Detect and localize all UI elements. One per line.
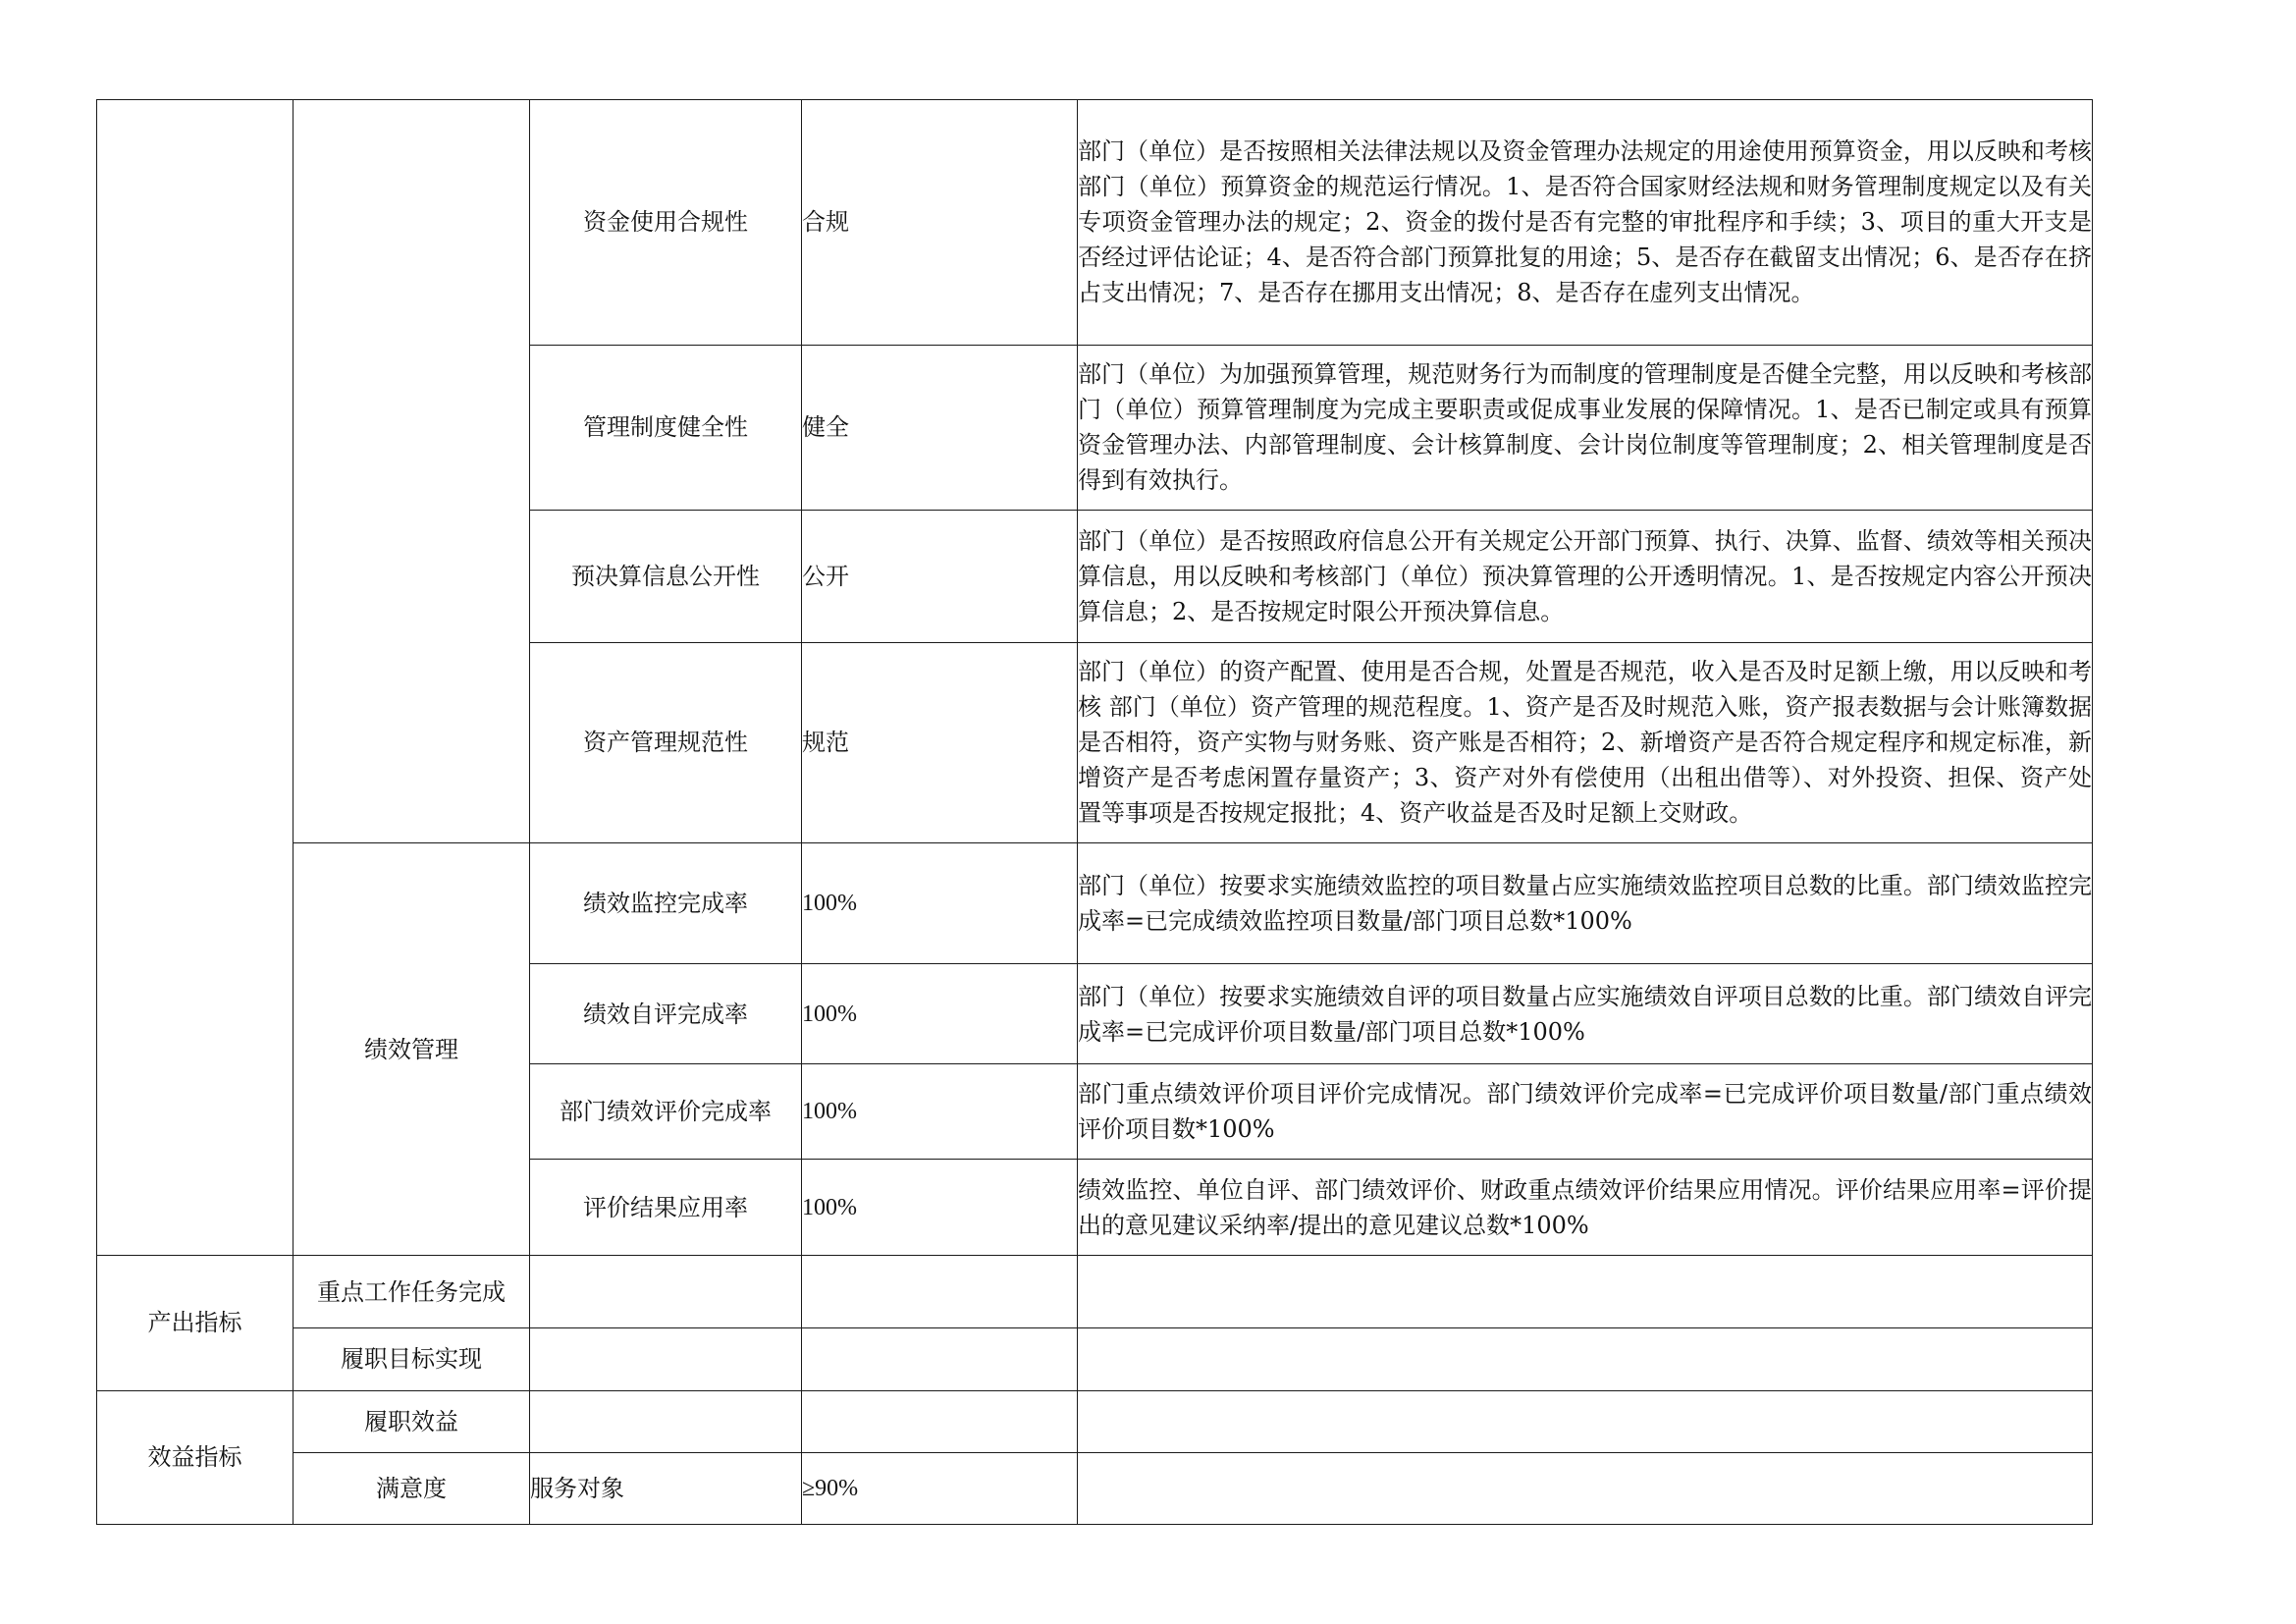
indicator-standard-cell: 合规	[802, 100, 1078, 346]
table-row	[97, 1328, 2093, 1390]
indicator-name-cell: 管理制度健全性	[530, 345, 802, 510]
indicator-name-cell: 评价结果应用率	[530, 1159, 802, 1255]
indicator-name-cell: 部门绩效评价完成率	[530, 1063, 802, 1159]
table-row	[97, 1256, 2093, 1328]
indicator-sheet	[96, 99, 2092, 1525]
indicator-name-cell: 服务对象	[530, 1452, 802, 1524]
indicator-standard-cell	[802, 1328, 1078, 1390]
indicator-description-cell	[1078, 1390, 2093, 1452]
indicator-standard-cell: 100%	[802, 1063, 1078, 1159]
indicator-standard-cell: 100%	[802, 1159, 1078, 1255]
indicator-description-cell: 部门（单位）按要求实施绩效监控的项目数量占应实施绩效监控项目总数的比重。部门绩效监控完成率=已完成绩效监控项目数量/部门项目总数*100%	[1078, 843, 2093, 964]
indicator-description-cell	[1078, 1452, 2093, 1524]
table-row	[97, 1390, 2093, 1452]
indicator-standard-cell: 100%	[802, 964, 1078, 1063]
indicator-standard-cell: 100%	[802, 843, 1078, 964]
indicator-description-cell: 部门（单位）为加强预算管理，规范财务行为而制度的管理制度是否健全完整，用以反映和考核部门（单位）预算管理制度为完成主要职责或促成事业发展的保障情况。1、是否已制定或具有预算资金管理办法、内部管理制度、会计核算制度、会计岗位制度等管理制度；2、相关管理制度是否得到有效执行。	[1078, 345, 2093, 510]
indicator-description-cell: 绩效监控、单位自评、部门绩效评价、财政重点绩效评价结果应用情况。评价结果应用率=评价提出的意见建议采纳率/提出的意见建议总数*100%	[1078, 1159, 2093, 1255]
indicator-description-cell: 部门重点绩效评价项目评价完成情况。部门绩效评价完成率=已完成评价项目数量/部门重点绩效评价项目数*100%	[1078, 1063, 2093, 1159]
indicator-standard-cell: 健全	[802, 345, 1078, 510]
indicator-description-cell: 部门（单位）是否按照政府信息公开有关规定公开部门预算、执行、决算、监督、绩效等相关预决算信息，用以反映和考核部门（单位）预决算管理的公开透明情况。1、是否按规定内容公开预决算信息；2、是否按规定时限公开预决算信息。	[1078, 511, 2093, 642]
indicator-name-cell: 绩效监控完成率	[530, 843, 802, 964]
level2-category-cell: 履职效益	[294, 1390, 530, 1452]
table-row	[97, 1452, 2093, 1524]
indicator-name-cell: 绩效自评完成率	[530, 964, 802, 1063]
level1-category-cell: 产出指标	[97, 1256, 294, 1390]
indicator-description-cell: 部门（单位）是否按照相关法律法规以及资金管理办法规定的用途使用预算资金，用以反映和考核部门（单位）预算资金的规范运行情况。1、是否符合国家财经法规和财务管理制度规定以及有关专项资金管理办法的规定；2、资金的拨付是否有完整的审批程序和手续；3、项目的重大开支是否经过评估论证；4、是否符合部门预算批复的用途；5、是否存在截留支出情况；6、是否存在挤占支出情况；7、是否存在挪用支出情况；8、是否存在虚列支出情况。	[1078, 100, 2093, 346]
level2-category-cell: 绩效管理	[294, 843, 530, 1256]
indicator-standard-cell	[802, 1390, 1078, 1452]
performance-indicator-table	[96, 99, 2093, 1525]
level2-category-cell: 满意度	[294, 1452, 530, 1524]
indicator-description-cell: 部门（单位）的资产配置、使用是否合规，处置是否规范，收入是否及时足额上缴，用以反映和考核 部门（单位）资产管理的规范程度。1、资产是否及时规范入账，资产报表数据与会计账簿数据是否相符，资产实物与财务账、资产账是否相符；2、新增资产是否符合规定程序和规定标准，新增资产是否考虑闲置存量资产；3、资产对外有偿使用（出租出借等）、对外投资、担保、资产处置等事项是否按规定报批；4、资产收益是否及时足额上交财政。	[1078, 642, 2093, 843]
table-row	[97, 843, 2093, 964]
indicator-description-cell: 部门（单位）按要求实施绩效自评的项目数量占应实施绩效自评项目总数的比重。部门绩效自评完成率=已完成评价项目数量/部门项目总数*100%	[1078, 964, 2093, 1063]
indicator-name-cell	[530, 1390, 802, 1452]
indicator-description-cell	[1078, 1328, 2093, 1390]
indicator-standard-cell: 公开	[802, 511, 1078, 642]
indicator-name-cell	[530, 1328, 802, 1390]
indicator-name-cell: 预决算信息公开性	[530, 511, 802, 642]
indicator-name-cell: 资金使用合规性	[530, 100, 802, 346]
level1-category-cell: 效益指标	[97, 1390, 294, 1524]
indicator-name-cell: 资产管理规范性	[530, 642, 802, 843]
level1-category-cell	[97, 100, 294, 1256]
level2-category-cell	[294, 100, 530, 843]
indicator-standard-cell	[802, 1256, 1078, 1328]
indicator-standard-cell: 规范	[802, 642, 1078, 843]
indicator-name-cell	[530, 1256, 802, 1328]
indicator-description-cell	[1078, 1256, 2093, 1328]
level2-category-cell: 履职目标实现	[294, 1328, 530, 1390]
level2-category-cell: 重点工作任务完成	[294, 1256, 530, 1328]
indicator-standard-cell: ≥90%	[802, 1452, 1078, 1524]
table-row	[97, 100, 2093, 346]
